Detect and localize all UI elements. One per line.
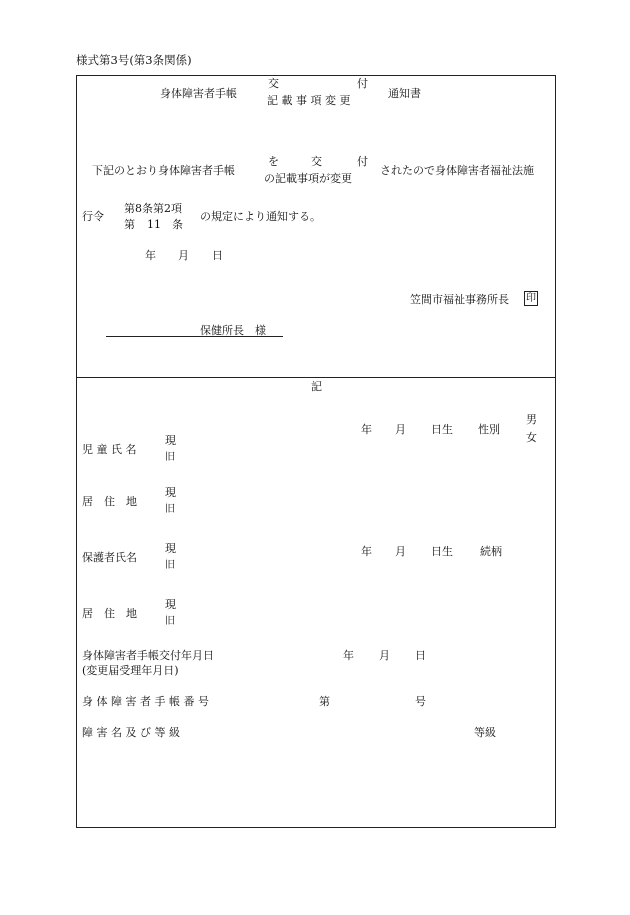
article-option-2-a: 第 [124, 218, 135, 231]
article-option-2-c: 条 [172, 218, 183, 231]
title-option-change: 記 載 事 項 変 更 [267, 94, 351, 107]
section-divider [76, 377, 556, 378]
guardian-birth-month: 月 [395, 545, 406, 558]
issue-date-year: 年 [343, 649, 354, 662]
form-number: 様式第3号(第3条関係) [76, 53, 192, 67]
disability-grade-suffix: 等級 [474, 726, 496, 739]
notice-date-year: 年 [145, 249, 156, 262]
guardian-name-current: 現 [165, 542, 176, 555]
child-address-former: 旧 [165, 504, 175, 515]
seal-mark [524, 292, 538, 304]
notice-date-day: 日 [212, 249, 223, 262]
recipient-underline [106, 336, 283, 337]
body-prefix: 下記のとおり身体障害者手帳 [92, 164, 235, 177]
recipient: 保健所長 様 [200, 324, 266, 337]
sex-label: 性別 [478, 423, 500, 436]
guardian-address-former: 旧 [165, 616, 175, 627]
issue-date-month: 月 [379, 649, 390, 662]
sex-female: 女 [526, 431, 537, 444]
seal-text: 印 [526, 293, 536, 304]
child-name-former: 旧 [165, 452, 175, 463]
line2-suffix: の規定により通知する。 [200, 210, 321, 223]
child-birth-year: 年 [361, 423, 372, 436]
child-birth-day: 日生 [431, 423, 453, 436]
issue-date-day: 日 [415, 649, 426, 662]
sender-name: 笠間市福祉事務所長 [410, 293, 509, 306]
child-address-label: 居 住 地 [82, 495, 137, 508]
child-name-label: 児 童 氏 名 [82, 443, 137, 456]
child-birth-month: 月 [395, 423, 406, 436]
article-option-1: 第8条第2項 [124, 202, 182, 215]
sex-male: 男 [526, 413, 537, 426]
handbook-number-suffix: 号 [415, 695, 426, 708]
child-address-current: 現 [165, 486, 176, 499]
guardian-name-label: 保護者氏名 [82, 551, 137, 564]
guardian-birth-day: 日生 [431, 545, 453, 558]
guardian-address-label: 居 住 地 [82, 607, 137, 620]
title-suffix: 通知書 [388, 87, 421, 100]
child-name-current: 現 [165, 434, 176, 447]
guardian-address-current: 現 [165, 598, 176, 611]
handbook-number-label: 身 体 障 害 者 手 帳 番 号 [82, 695, 209, 708]
form-border [76, 75, 556, 828]
line2-prefix: 行令 [82, 210, 104, 223]
article-option-2-b: 11 [147, 218, 161, 231]
issue-date-label: 身体障害者手帳交付年月日 [82, 649, 214, 662]
guardian-birth-year: 年 [361, 545, 372, 558]
body-suffix: されたので身体障害者福祉法施 [380, 164, 534, 177]
title-option-issue-b: 付 [357, 77, 368, 90]
guardian-name-former: 旧 [165, 560, 175, 571]
body-option-c: 付 [357, 155, 368, 168]
details-heading: 記 [311, 380, 322, 393]
relation-label: 続柄 [480, 545, 502, 558]
title-prefix: 身体障害者手帳 [160, 87, 237, 100]
body-option-change: の記載事項が変更 [264, 172, 352, 185]
body-option-b: 交 [311, 155, 322, 168]
title-option-issue-a: 交 [268, 77, 279, 90]
body-option-a: を [268, 155, 279, 168]
notice-date-month: 月 [178, 249, 189, 262]
issue-date-sub: (変更届受理年月日) [82, 664, 179, 677]
handbook-number-prefix: 第 [319, 695, 330, 708]
disability-label: 障 害 名 及 び 等 級 [82, 726, 180, 739]
